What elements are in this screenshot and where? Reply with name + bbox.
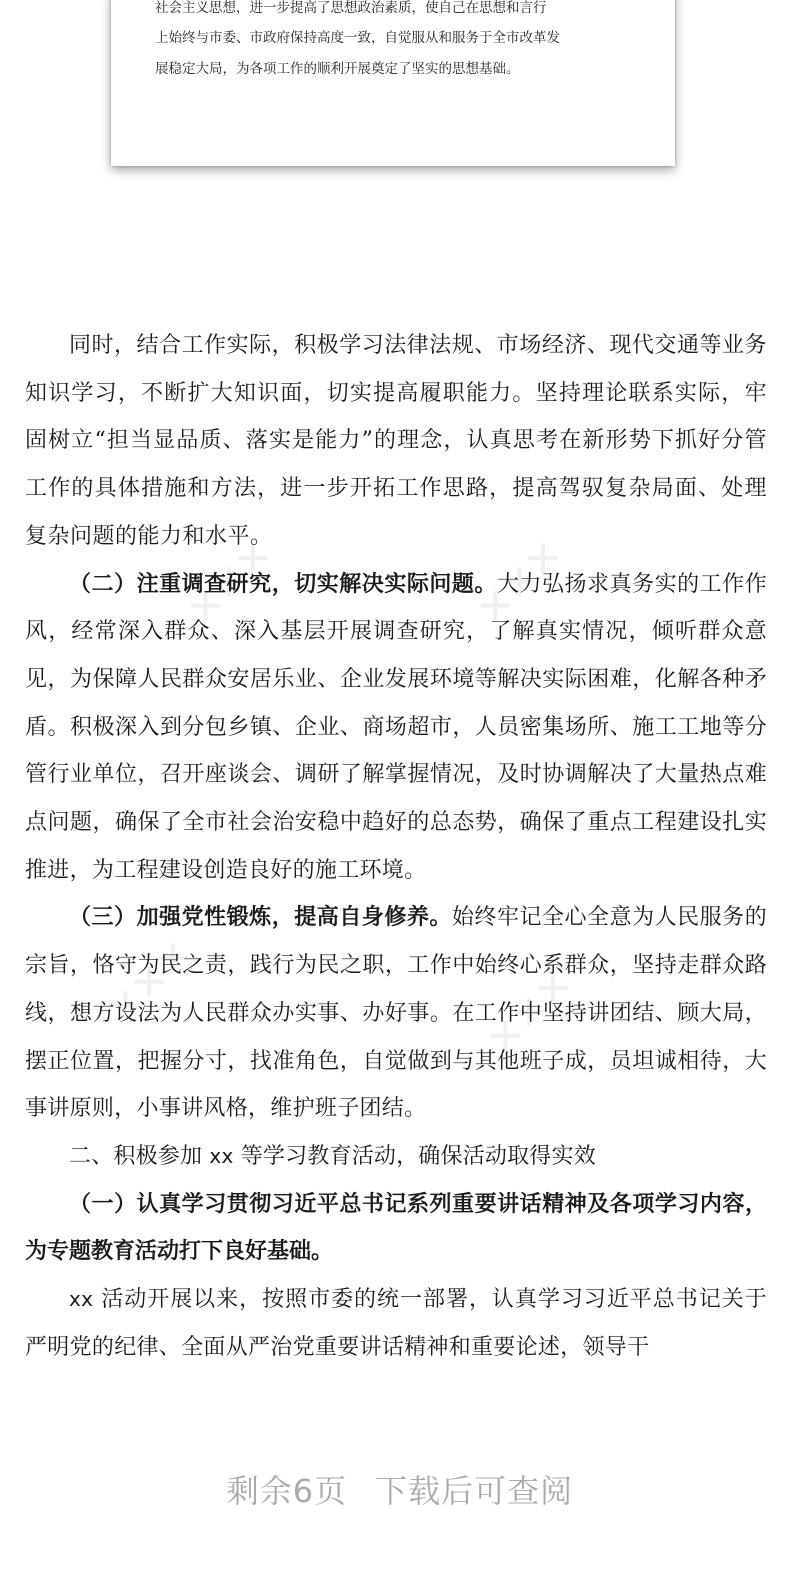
preview-line: 社会主义思想，进一步提高了思想政治素质，使自己在思想和言行 xyxy=(155,0,547,16)
section-heading: （一）认真学习贯彻习近平总书记系列重要讲话精神及各项学习内容，为专题教育活动打下良好基础。 xyxy=(25,1190,767,1265)
preview-line: 上始终与市委、市政府保持高度一致，自觉服从和服务于全市改革发 xyxy=(155,30,560,46)
remaining-pages-text: 剩余6页 xyxy=(226,1472,348,1510)
download-hint-text: 下载后可查阅 xyxy=(375,1472,574,1510)
paragraph: （三）加强党性锻炼，提高自身修养。始终牢记全心全意为人民服务的宗旨，恪守为民之责，践行为民之职，工作中始终心系群众，坚持走群众路线，想方设法为人民群众办实事、办好事。在工作中坚持讲团结、顾大局，摆正位置，把握分寸，找准角色，自觉做到与其他班子成，员坦诚相待，大事讲原则，小事讲风格，维护班子团结。 xyxy=(25,904,768,1122)
paragraph: xx 活动开展以来，按照市委的统一部署，认真学习习近平总书记关于严明党的纪律、全面从严治党重要讲话精神和重要论述，领导干 xyxy=(25,1287,768,1360)
watermark: ✕✕✕ xyxy=(98,931,203,1035)
remaining-pages-banner[interactable] xyxy=(0,1466,800,1512)
document-body xyxy=(25,322,767,1371)
watermark: ✕✕✕ xyxy=(178,531,283,635)
paragraph: 同时，结合工作实际，积极学习法律法规、市场经济、现代交通等业务知识学习，不断扩大知识面，切实提高履职能力。坚持理论联系实际，牢固树立“担当显品质、落实是能力”的理念，认真思考在新形势下抓好分管工作的具体措施和方法，进一步开拓工作思路，提高驾驭复杂局面、处理复杂问题的能力和水平。 xyxy=(25,333,767,549)
document-preview-card xyxy=(111,0,675,166)
chapter-heading: 二、积极参加 xx 等学习教育活动，确保活动取得实效 xyxy=(69,1143,596,1169)
paragraph: （二）注重调查研究，切实解决实际问题。大力弘扬求真务实的工作作风，经常深入群众、深入基层开展调查研究，了解真实情况，倾听群众意见，为保障人民群众安居乐业、企业发展环境等解决实际困难，化解各种矛盾。积极深入到分包乡镇、企业、商场超市，人员密集场所、施工工地等分管行业单位，召开座谈会、调研了解掌握情况，及时协调解决了大量热点难点问题，确保了全市社会治安稳中趋好的总态势，确保了重点工程建设扎实推进，为工程建设创造良好的施工环境。 xyxy=(25,570,767,883)
preview-line: 展稳定大局，为各项工作的顺利开展奠定了坚实的思想基础。 xyxy=(155,61,520,77)
watermark: ✕✕✕ xyxy=(468,531,573,635)
watermark: ✕✕✕ xyxy=(478,961,583,1065)
section-heading: （三）加强党性锻炼，提高自身修养。 xyxy=(69,904,452,931)
section-heading: （二）注重调查研究，切实解决实际问题。 xyxy=(69,570,497,597)
